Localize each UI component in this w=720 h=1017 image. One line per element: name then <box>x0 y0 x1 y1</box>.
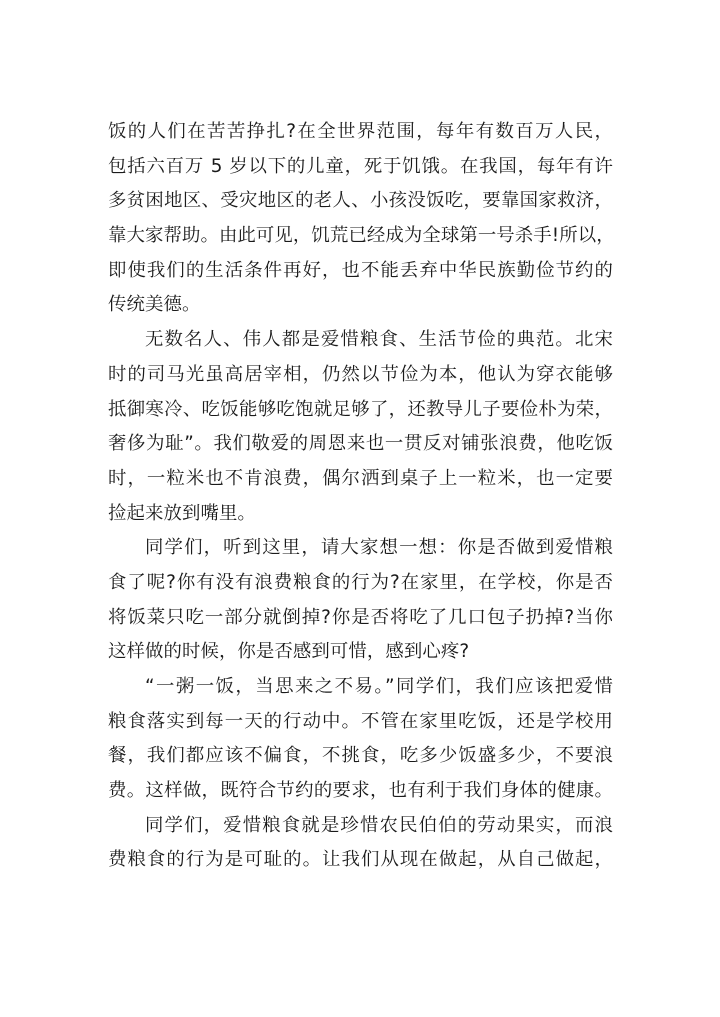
text-line: 同学们，听到这里，请大家想一想：你是否做到爱惜粮 <box>145 537 613 559</box>
text-line: 同学们，爱惜粮食就是珍惜农民伯伯的劳动果实，而浪 <box>145 814 613 836</box>
text-line: 将饭菜只吃一部分就倒掉?你是否将吃了几口包子扔掉?当你 <box>108 606 613 628</box>
text-line: 粮食落实到每一天的行动中。不管在家里吃饭，还是学校用 <box>108 710 613 732</box>
text-line: 包括六百万 5 岁以下的儿童，死于饥饿。在我国，每年有许 <box>108 155 613 177</box>
text-line: 无数名人、伟人都是爱惜粮食、生活节俭的典范。北宋 <box>145 329 613 351</box>
paragraph-4 <box>108 670 613 809</box>
text-line: 饭的人们在苦苦挣扎?在全世界范围，每年有数百万人民， <box>108 121 613 142</box>
text-line: “一粥一饭，当思来之不易。”同学们，我们应该把爱惜 <box>145 676 613 697</box>
document-body <box>108 115 613 878</box>
text-line: 食了呢?你有没有浪费粮食的行为?在家里，在学校，你是否 <box>108 571 613 593</box>
text-line: 传统美德。 <box>108 294 201 316</box>
text-line: 餐，我们都应该不偏食，不挑食，吃多少饭盛多少，不要浪 <box>108 745 613 767</box>
paragraph-3 <box>108 531 613 670</box>
paragraph-5 <box>108 809 613 878</box>
text-line: 这样做的时候，你是否感到可惜，感到心疼? <box>108 641 470 663</box>
text-line: 多贫困地区、受灾地区的老人、小孩没饭吃，要靠国家救济， <box>108 190 613 212</box>
text-line: 时，一粒米也不肯浪费，偶尔洒到桌子上一粒米，也一定要 <box>108 467 613 489</box>
text-line: 费。这样做，既符合节约的要求，也有利于我们身体的健康。 <box>108 780 613 802</box>
text-line: 时的司马光虽高居宰相，仍然以节俭为本，他认为穿衣能够 <box>108 363 613 385</box>
text-line: 抵御寒冷、吃饭能够吃饱就足够了，还教导儿子要俭朴为荣， <box>108 398 613 420</box>
paragraph-2 <box>108 323 613 531</box>
text-line: 奢侈为耻”。我们敬爱的周恩来也一贯反对铺张浪费，他吃饭 <box>108 433 613 455</box>
text-line: 捡起来放到嘴里。 <box>108 502 256 524</box>
paragraph-1 <box>108 115 613 323</box>
text-line: 靠大家帮助。由此可见，饥荒已经成为全球第一号杀手!所以， <box>108 225 615 247</box>
text-line: 费粮食的行为是可耻的。让我们从现在做起，从自己做起， <box>108 849 613 871</box>
text-line: 即使我们的生活条件再好，也不能丢弃中华民族勤俭节约的 <box>108 259 613 281</box>
